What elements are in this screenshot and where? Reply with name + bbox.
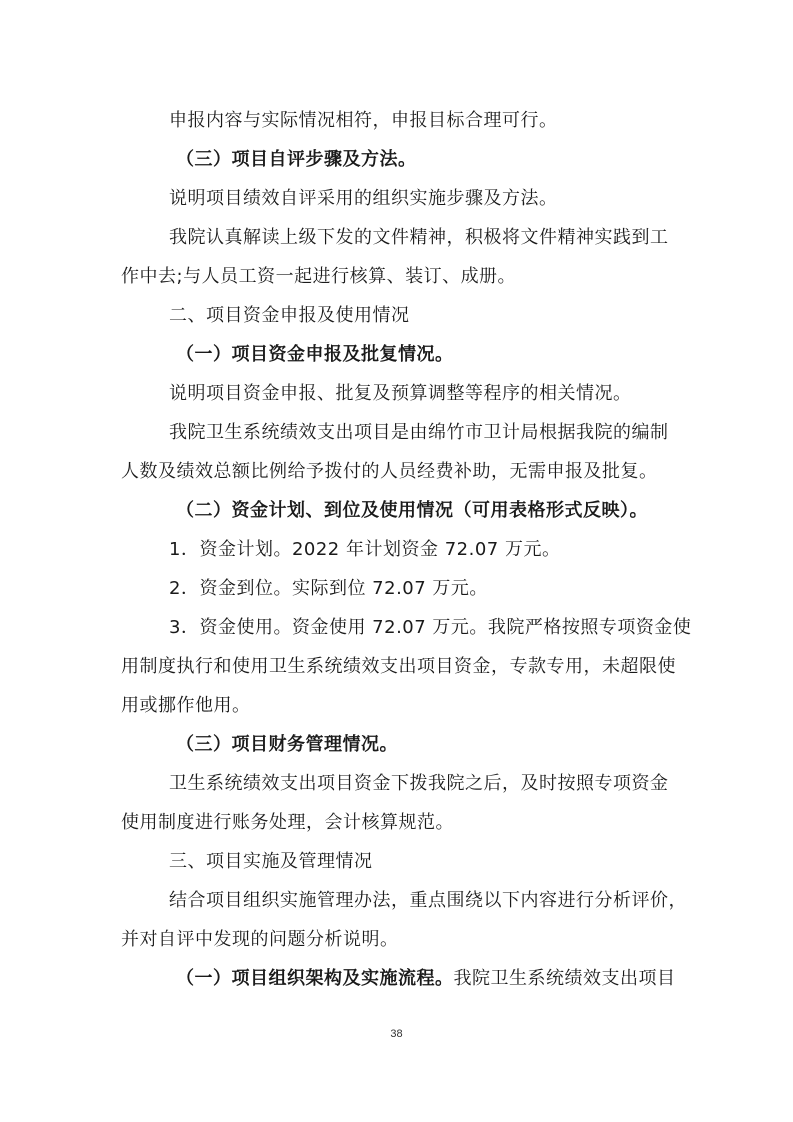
page-number: 38 — [390, 1028, 403, 1040]
section-heading: 二、项目资金申报及使用情况 — [169, 305, 410, 326]
paragraph-line: 使用制度进行账务处理，会计核算规范。 — [121, 812, 454, 833]
paragraph-line: 卫生系统绩效支出项目资金下拨我院之后，及时按照专项资金 — [169, 773, 669, 794]
section-heading: 三、项目实施及管理情况 — [169, 851, 373, 872]
paragraph-line: 申报内容与实际情况相符，申报目标合理可行。 — [169, 110, 558, 131]
paragraph-line: 并对自评中发现的问题分析说明。 — [121, 929, 399, 950]
paragraph-line: 结合项目组织实施管理办法，重点围绕以下内容进行分析评价， — [169, 890, 687, 911]
paragraph-line: 用或挪作他用。 — [121, 695, 251, 716]
paragraph-line: 说明项目绩效自评采用的组织实施步骤及方法。 — [169, 188, 558, 209]
section-heading: （一）项目资金申报及批复情况。 — [176, 344, 454, 365]
paragraph-line: 2．资金到位。实际到位 72.07 万元。 — [169, 578, 488, 599]
paragraph-line: 我院卫生系统绩效支出项目是由绵竹市卫计局根据我院的编制 — [169, 422, 669, 443]
paragraph-line: 1．资金计划。2022 年计划资金 72.07 万元。 — [169, 539, 561, 560]
paragraph-line — [176, 967, 676, 991]
paragraph-line: 用制度执行和使用卫生系统绩效支出项目资金，专款专用，未超限使 — [121, 656, 676, 677]
paragraph-line: 我院认真解读上级下发的文件精神，积极将文件精神实践到工 — [169, 227, 669, 248]
inline-text: 我院卫生系统绩效支出项目 — [453, 968, 676, 989]
paragraph-line: 说明项目资金申报、批复及预算调整等程序的相关情况。 — [169, 383, 632, 404]
section-heading: （二）资金计划、到位及使用情况（可用表格形式反映）。 — [176, 500, 648, 521]
paragraph-line: 人数及绩效总额比例给予拨付的人员经费补助，无需申报及批复。 — [121, 461, 658, 482]
section-heading: （三）项目财务管理情况。 — [176, 734, 398, 755]
inline-heading: （一）项目组织架构及实施流程。 — [176, 968, 454, 989]
section-heading: （三）项目自评步骤及方法。 — [176, 149, 417, 170]
paragraph-line: 作中去;与人员工资一起进行核算、装订、成册。 — [121, 266, 517, 287]
paragraph-line: 3．资金使用。资金使用 72.07 万元。我院严格按照专项资金使 — [169, 617, 692, 638]
